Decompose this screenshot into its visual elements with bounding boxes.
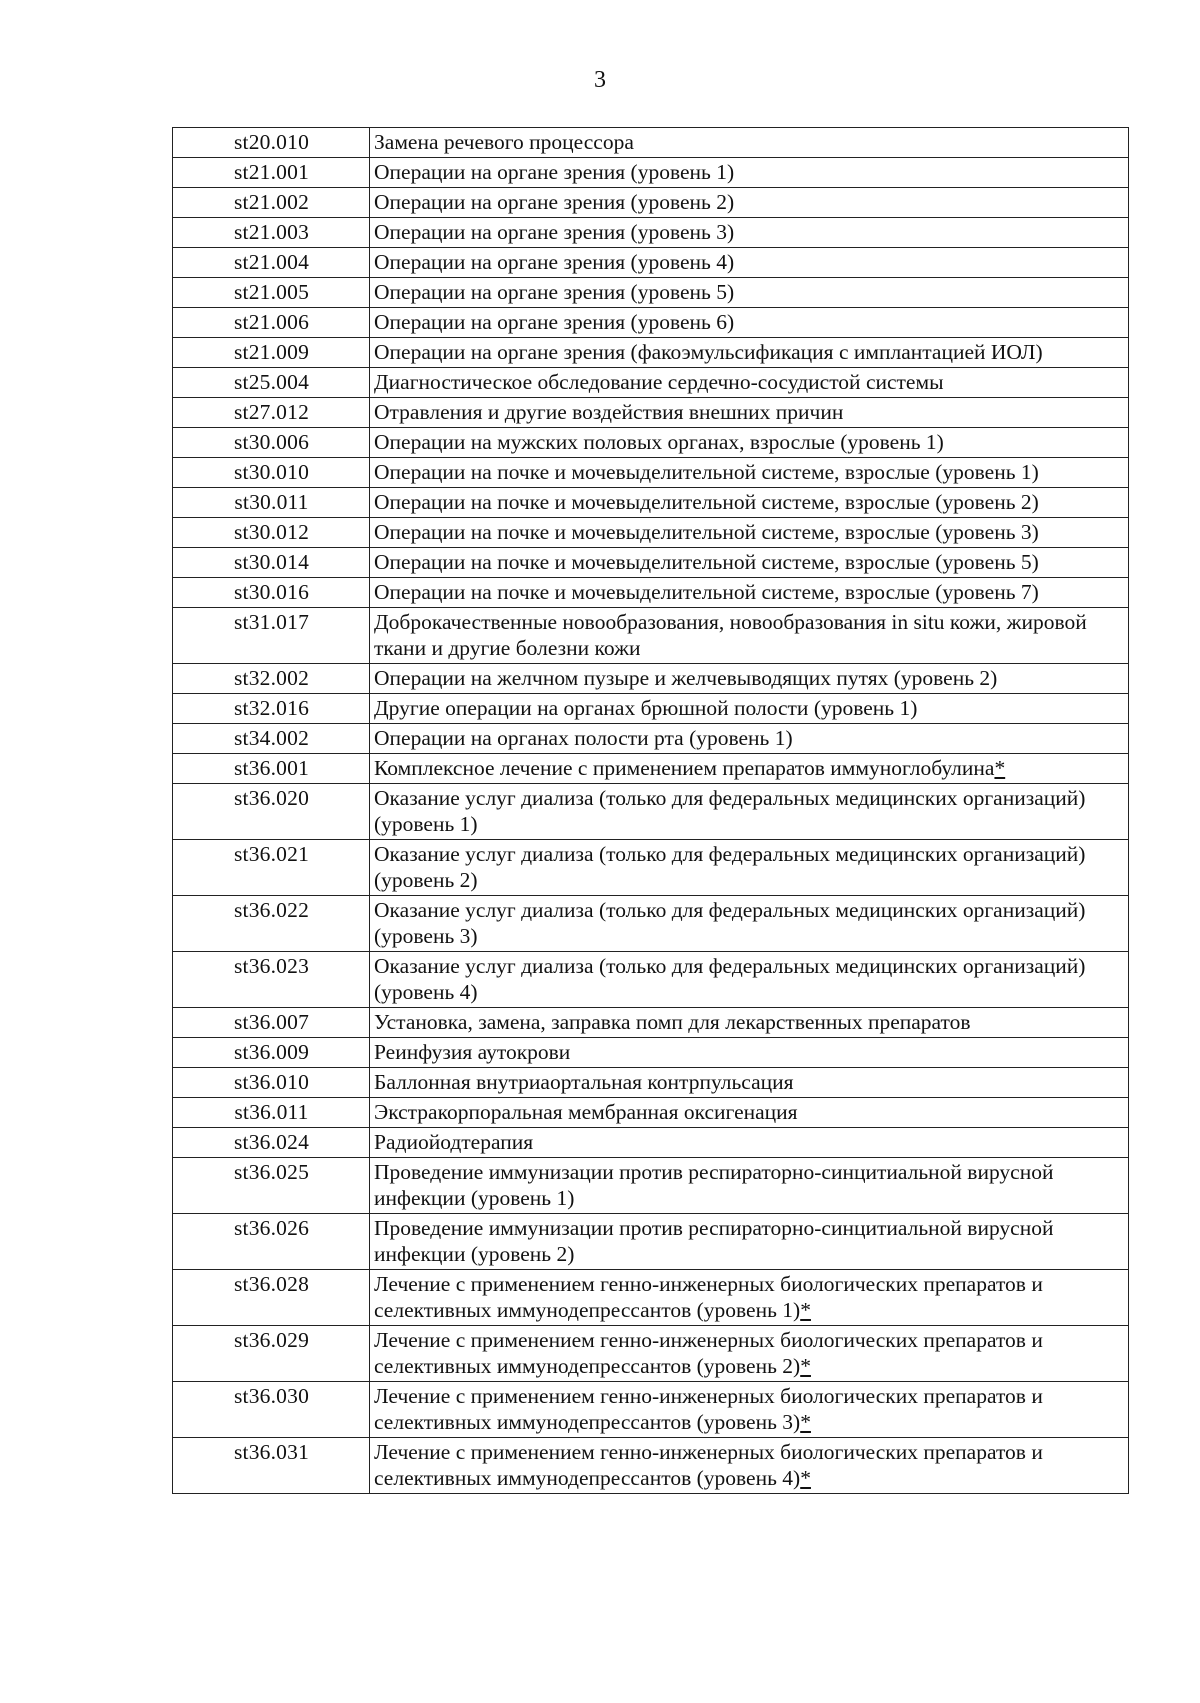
description-cell [370, 458, 1129, 488]
codes-table-body [173, 128, 1129, 1494]
table-row [173, 784, 1129, 840]
description-cell [370, 1382, 1129, 1438]
code-cell: st36.001 [173, 754, 370, 784]
code-cell: st21.006 [173, 308, 370, 338]
code-cell: st32.016 [173, 694, 370, 724]
code-cell: st20.010 [173, 128, 370, 158]
table-row [173, 694, 1129, 724]
description-cell [370, 784, 1129, 840]
description-text: Операции на органах полости рта (уровень 1) [374, 726, 793, 750]
table-row [173, 1326, 1129, 1382]
table-row [173, 840, 1129, 896]
description-text: Оказание услуг диализа (только для федеральных медицинских организаций) (уровень 3) [374, 898, 1086, 948]
description-cell [370, 840, 1129, 896]
codes-table [172, 127, 1129, 1494]
table-row [173, 1438, 1129, 1494]
code-cell: st21.003 [173, 218, 370, 248]
table-row [173, 1270, 1129, 1326]
description-cell [370, 128, 1129, 158]
description-text: Комплексное лечение с применением препаратов иммуноглобулина [374, 756, 995, 780]
table-row [173, 1214, 1129, 1270]
description-cell [370, 488, 1129, 518]
description-text: Отравления и другие воздействия внешних причин [374, 400, 844, 424]
code-cell: st36.007 [173, 1008, 370, 1038]
description-cell [370, 896, 1129, 952]
description-cell [370, 724, 1129, 754]
code-cell: st21.004 [173, 248, 370, 278]
description-cell [370, 218, 1129, 248]
code-cell: st36.010 [173, 1068, 370, 1098]
footnote-marker[interactable]: * [994, 756, 1006, 780]
table-row [173, 248, 1129, 278]
description-text: Проведение иммунизации против респираторно-синцитиальной вирусной инфекции (уровень 1) [374, 1160, 1054, 1210]
table-row [173, 458, 1129, 488]
description-text: Замена речевого процессора [374, 130, 634, 154]
table-row [173, 218, 1129, 248]
code-cell: st27.012 [173, 398, 370, 428]
description-text: Операции на почке и мочевыделительной системе, взрослые (уровень 3) [374, 520, 1039, 544]
description-cell [370, 952, 1129, 1008]
description-text: Диагностическое обследование сердечно-сосудистой системы [374, 370, 944, 394]
description-cell [370, 578, 1129, 608]
table-row [173, 278, 1129, 308]
table-row [173, 368, 1129, 398]
description-cell [370, 1326, 1129, 1382]
description-cell [370, 548, 1129, 578]
code-cell: st30.014 [173, 548, 370, 578]
table-row [173, 608, 1129, 664]
table-row [173, 1068, 1129, 1098]
description-cell [370, 1038, 1129, 1068]
code-cell: st34.002 [173, 724, 370, 754]
description-cell [370, 1438, 1129, 1494]
table-row [173, 578, 1129, 608]
description-text: Радиойодтерапия [374, 1130, 534, 1154]
code-cell: st36.024 [173, 1128, 370, 1158]
description-text: Операции на органе зрения (уровень 6) [374, 310, 735, 334]
description-cell [370, 1270, 1129, 1326]
code-cell: st31.017 [173, 608, 370, 664]
description-text: Операции на почке и мочевыделительной системе, взрослые (уровень 7) [374, 580, 1039, 604]
table-row [173, 188, 1129, 218]
table-row [173, 1382, 1129, 1438]
table-row [173, 1038, 1129, 1068]
description-cell [370, 308, 1129, 338]
footnote-marker[interactable]: * [800, 1298, 811, 1322]
table-row [173, 308, 1129, 338]
code-cell: st36.026 [173, 1214, 370, 1270]
description-cell [370, 1214, 1129, 1270]
code-cell: st36.028 [173, 1270, 370, 1326]
description-cell [370, 1098, 1129, 1128]
code-cell: st21.002 [173, 188, 370, 218]
code-cell: st36.011 [173, 1098, 370, 1128]
code-cell: st32.002 [173, 664, 370, 694]
description-text: Операции на почке и мочевыделительной системе, взрослые (уровень 1) [374, 460, 1039, 484]
description-text: Операции на мужских половых органах, взрослые (уровень 1) [374, 430, 944, 454]
description-text: Операции на органе зрения (уровень 3) [374, 220, 735, 244]
footnote-marker[interactable]: * [800, 1466, 811, 1490]
description-text: Лечение с применением генно-инженерных биологических препаратов и селективных иммунодепрессантов (уровень 4) [374, 1440, 1043, 1490]
description-cell [370, 158, 1129, 188]
description-cell [370, 338, 1129, 368]
code-cell: st36.021 [173, 840, 370, 896]
description-text: Операции на органе зрения (уровень 4) [374, 250, 735, 274]
code-cell: st21.005 [173, 278, 370, 308]
code-cell: st30.012 [173, 518, 370, 548]
description-cell [370, 248, 1129, 278]
table-row [173, 398, 1129, 428]
description-text: Реинфузия аутокрови [374, 1040, 571, 1064]
table-row [173, 896, 1129, 952]
code-cell: st30.016 [173, 578, 370, 608]
table-row [173, 724, 1129, 754]
table-row [173, 488, 1129, 518]
code-cell: st30.010 [173, 458, 370, 488]
description-text: Операции на органе зрения (уровень 5) [374, 280, 735, 304]
code-cell: st36.020 [173, 784, 370, 840]
code-cell: st36.025 [173, 1158, 370, 1214]
description-text: Лечение с применением генно-инженерных биологических препаратов и селективных иммунодепрессантов (уровень 2) [374, 1328, 1043, 1378]
description-cell [370, 664, 1129, 694]
footnote-marker[interactable]: * [800, 1354, 811, 1378]
description-text: Доброкачественные новообразования, новообразования in situ кожи, жировой ткани и другие болезни кожи [374, 610, 1087, 660]
table-row [173, 428, 1129, 458]
description-text: Операции на желчном пузыре и желчевыводящих путях (уровень 2) [374, 666, 998, 690]
table-row [173, 1158, 1129, 1214]
code-cell: st36.022 [173, 896, 370, 952]
description-cell [370, 428, 1129, 458]
table-row [173, 158, 1129, 188]
table-row [173, 1008, 1129, 1038]
description-text: Операции на органе зрения (уровень 1) [374, 160, 735, 184]
table-row [173, 1128, 1129, 1158]
description-text: Операции на органе зрения (факоэмульсификация с имплантацией ИОЛ) [374, 340, 1043, 364]
description-text: Операции на почке и мочевыделительной системе, взрослые (уровень 2) [374, 490, 1039, 514]
description-cell [370, 608, 1129, 664]
description-cell [370, 188, 1129, 218]
description-text: Лечение с применением генно-инженерных биологических препаратов и селективных иммунодепрессантов (уровень 1) [374, 1272, 1043, 1322]
description-text: Операции на почке и мочевыделительной системе, взрослые (уровень 5) [374, 550, 1039, 574]
description-text: Другие операции на органах брюшной полости (уровень 1) [374, 696, 918, 720]
description-text: Баллонная внутриаортальная контрпульсация [374, 1070, 794, 1094]
description-text: Экстракорпоральная мембранная оксигенация [374, 1100, 798, 1124]
description-text: Оказание услуг диализа (только для федеральных медицинских организаций) (уровень 2) [374, 842, 1086, 892]
table-row [173, 1098, 1129, 1128]
description-cell [370, 368, 1129, 398]
description-text: Оказание услуг диализа (только для федеральных медицинских организаций) (уровень 1) [374, 786, 1086, 836]
description-cell [370, 278, 1129, 308]
description-text: Лечение с применением генно-инженерных биологических препаратов и селективных иммунодепрессантов (уровень 3) [374, 1384, 1043, 1434]
code-cell: st30.011 [173, 488, 370, 518]
code-cell: st36.029 [173, 1326, 370, 1382]
table-row [173, 128, 1129, 158]
code-cell: st36.023 [173, 952, 370, 1008]
description-cell [370, 1068, 1129, 1098]
description-cell [370, 694, 1129, 724]
description-cell [370, 398, 1129, 428]
code-cell: st36.009 [173, 1038, 370, 1068]
table-row [173, 338, 1129, 368]
table-row [173, 548, 1129, 578]
table-row [173, 664, 1129, 694]
table-row [173, 518, 1129, 548]
description-text: Операции на органе зрения (уровень 2) [374, 190, 735, 214]
code-cell: st21.001 [173, 158, 370, 188]
page-number: 3 [594, 67, 606, 93]
description-text: Проведение иммунизации против респираторно-синцитиальной вирусной инфекции (уровень 2) [374, 1216, 1054, 1266]
code-cell: st36.031 [173, 1438, 370, 1494]
footnote-marker[interactable]: * [800, 1410, 811, 1434]
code-cell: st21.009 [173, 338, 370, 368]
description-text: Оказание услуг диализа (только для федеральных медицинских организаций) (уровень 4) [374, 954, 1086, 1004]
description-cell [370, 1128, 1129, 1158]
table-row [173, 952, 1129, 1008]
code-cell: st25.004 [173, 368, 370, 398]
table-row [173, 754, 1129, 784]
description-cell [370, 754, 1129, 784]
description-cell [370, 1008, 1129, 1038]
code-cell: st36.030 [173, 1382, 370, 1438]
description-cell [370, 1158, 1129, 1214]
description-cell [370, 518, 1129, 548]
code-cell: st30.006 [173, 428, 370, 458]
description-text: Установка, замена, заправка помп для лекарственных препаратов [374, 1010, 971, 1034]
